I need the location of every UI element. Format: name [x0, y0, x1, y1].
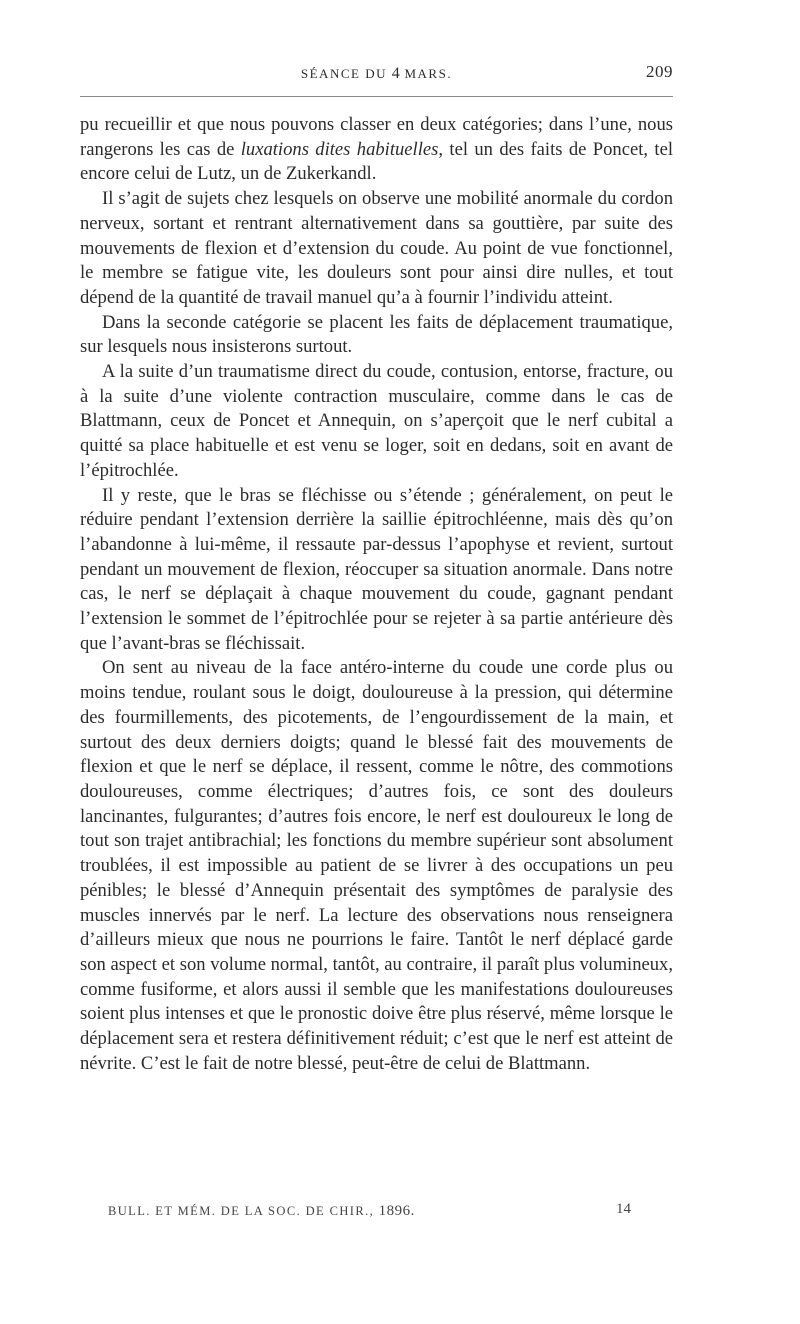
signature-line	[80, 1201, 673, 1221]
paragraph-6: On sent au niveau de la face antéro-interne du coude une corde plus ou moins tendue, roulant sous le doigt, douloureuse à la pression, qui détermine des fourmillements, des picotements, de l’engourdissement de la main, et surtout des deux derniers doigts; quand le blessé fait des mouvements de flexion et que le nerf se déplace, il ressent, comme le nôtre, des commotions douloureuses, comme électriques; d’autres fois, ce sont des douleurs lancinantes, fulgurantes; d’autres fois encore, le nerf est douloureux le long de tout son trajet antibrachial; les fonctions du membre supérieur sont absolument troublées, il est impossible au patient de se livrer à des occupations un peu pénibles; le blessé d’Annequin présentait des symptômes de paralysie des muscles innervés par le nerf. La lecture des observations nous renseignera d’ailleurs mieux que nous ne pourrions le faire. Tantôt le nerf déplacé garde son aspect et son volume normal, tantôt, au contraire, il paraît plus volumineux, comme fusiforme, et alors aussi il semble que les manifestations douloureuses soient plus intenses et que le pronostic doive être plus réservé, même lorsque le déplacement sera et restera définitivement réduit; c’est que le nerf est atteint de névrite. C’est le fait de notre blessé, peut-être de celui de Blattmann.	[80, 657, 673, 1074]
body-text	[80, 113, 673, 1076]
paragraph-1-italic: luxations dites habituelles	[240, 138, 439, 160]
running-title	[80, 65, 673, 83]
running-head	[80, 62, 673, 86]
signature-journal: BULL. ET MÉM. DE LA SOC. DE CHIR.,	[108, 1204, 375, 1218]
signature-number: 14	[616, 1201, 631, 1217]
running-title-prefix: SÉANCE DU	[300, 66, 387, 81]
running-title-number: 4	[391, 65, 400, 82]
paragraph-1	[80, 113, 673, 187]
document-page	[80, 0, 673, 1324]
signature-year: 1896.	[378, 1203, 415, 1219]
paragraph-3: Dans la seconde catégorie se placent les faits de déplacement traumatique, sur lesquels nous insisterons surtout.	[80, 311, 673, 358]
paragraph-1-before: pu recueillir et que nous pouvons classer en deux catégories; dans l’une, nous rangerons les cas de	[80, 114, 673, 160]
paragraph-5: Il y reste, que le bras se fléchisse ou s’étende ; généralement, on peut le réduire pendant l’extension derrière la saillie épitrochléenne, mais dès qu’on l’abandonne à lui-même, il ressaute par-dessus l’apophyse et revient, surtout pendant un mouvement de flexion, réoccuper sa situation anormale. Dans notre cas, le nerf se déplaçait à chaque mouvement du coude, gagnant pendant l’extension le sommet de l’épitrochlée pour se rejeter à sa partie antérieure dès que l’avant-bras se fléchissait.	[80, 484, 673, 654]
header-rule	[80, 96, 673, 97]
page-number: 209	[646, 62, 673, 81]
paragraph-1-after: , tel un des faits de Poncet, tel encore celui de Lutz, un de Zukerkandl.	[80, 138, 674, 185]
signature-text	[108, 1203, 415, 1220]
paragraph-4: A la suite d’un traumatisme direct du coude, contusion, entorse, fracture, ou à la suite d’une violente contraction musculaire, comme dans le cas de Blattmann, ceux de Poncet et Annequin, on s’aperçoit que le nerf cubital a quitté sa place habituelle et est venu se loger, soit en dedans, soit en avant de l’épitrochlée.	[80, 361, 673, 481]
running-title-suffix: MARS.	[404, 66, 453, 81]
paragraph-2: Il s’agit de sujets chez lesquels on observe une mobilité anormale du cordon nerveux, sortant et rentrant alternativement dans sa gouttière, par suite des mouvements de flexion et d’extension du coude. Au point de vue fonctionnel, le membre se fatigue vite, les douleurs sont pour ainsi dire nulles, et tout dépend de la quantité de travail manuel qu’a à fournir l’individu atteint.	[80, 188, 673, 308]
